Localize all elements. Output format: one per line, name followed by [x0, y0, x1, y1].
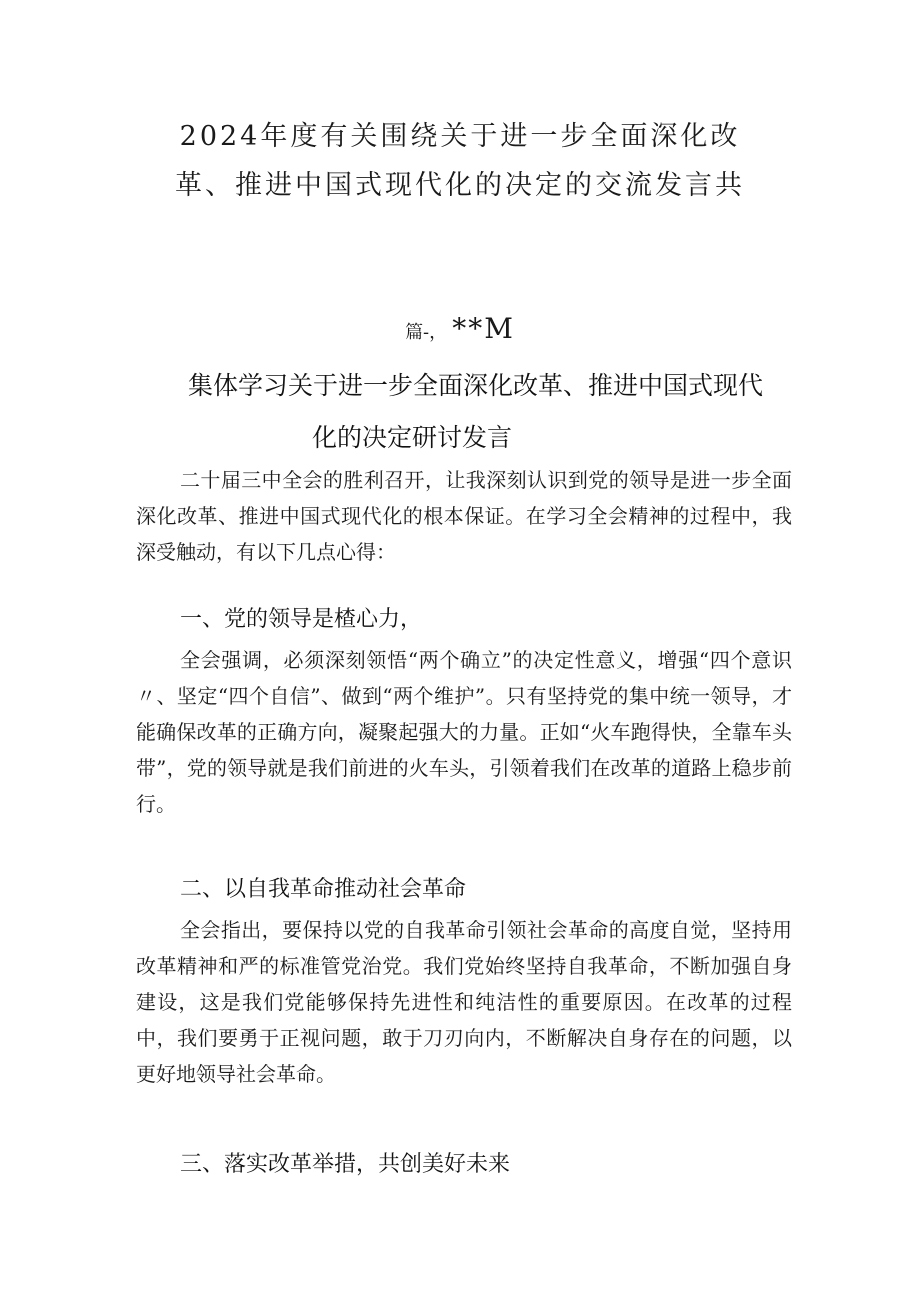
section-1-paragraph: 全会强调，必须深刻领悟“两个确立”的决定性意义，增强“四个意识〃、坚定“四个自信”、做到“两个维护”。只有坚持党的集中统一领导，才能确保改革的正确方向，凝聚起强大的力量。正如“火车跑得快，全靠车头带”，党的领导就是我们前进的火车头，引领着我们在改革的道路上稳步前行。: [136, 648, 792, 816]
document-title-line-2: 革、推进中国式现代化的决定的交流发言共: [175, 170, 745, 201]
intro-paragraph: 二十届三中全会的胜利召开，让我深刻认识到党的领导是进一步全面深化改革、推进中国式现代化的根本保证。在学习全会精神的过程中，我深受触动，有以下几点心得：: [136, 468, 792, 564]
section-2-paragraph: 全会指出，要保持以党的自我革命引领社会革命的高度自觉，坚持用改革精神和严的标准管党治党。我们党始终坚持自我革命，不断加强自身建设，这是我们党能够保持先进性和纯洁性的重要原因。在改革的过程中，我们要勇于正视问题，敢于刀刃向内，不断解决自身存在的问题，以更好地领导社会革命。: [136, 918, 792, 1086]
section-1-heading: 一、党的领导是楂心力，: [180, 607, 423, 632]
speech-title-line-1: 集体学习关于进一步全面深化改革、推进中国式现代: [188, 371, 764, 400]
section-2-heading: 二、以自我革命推动社会革命: [180, 877, 467, 902]
document-title-line-1: 2024年度有关围绕关于进一步全面深化改: [179, 121, 741, 152]
chapter-label: 篇-，: [405, 322, 448, 343]
speech-title-line-2: 化的决定研讨发言: [312, 423, 513, 452]
section-3-heading: 三、落实改革举措，共创美好未来: [180, 1152, 511, 1177]
chapter-mark: **M: [452, 312, 515, 345]
chapter-heading: [0, 312, 920, 345]
